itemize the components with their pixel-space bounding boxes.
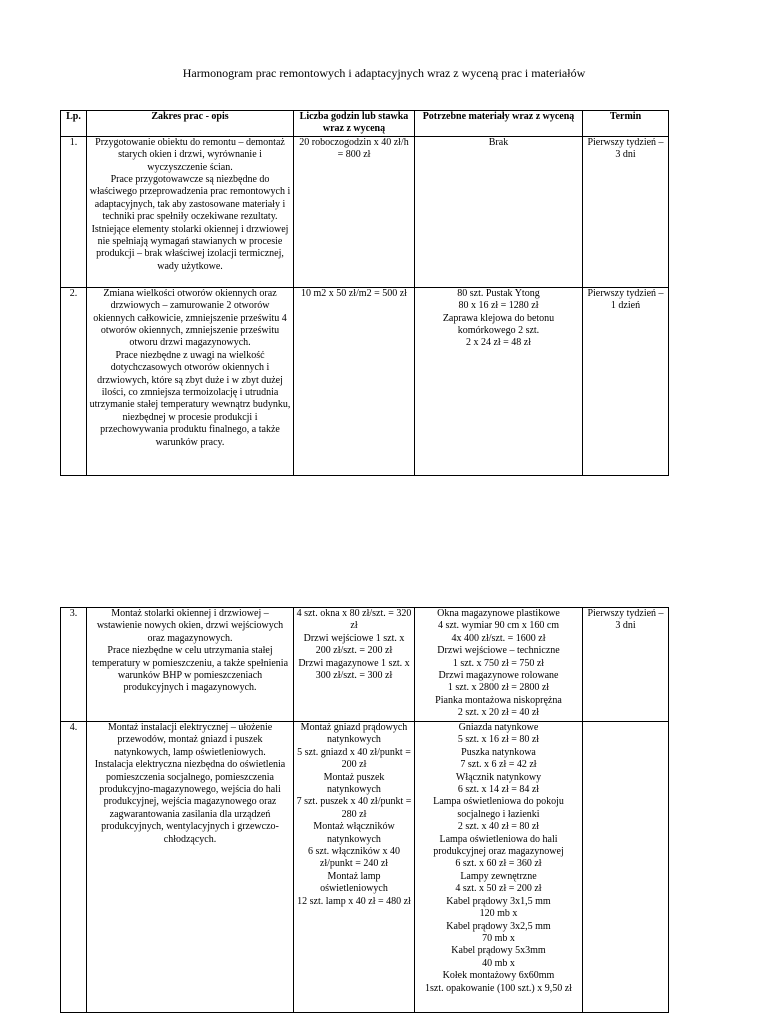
cell-hours-line: 20 roboczogodzin x 40 zł/h = 800 zł	[299, 136, 409, 161]
header-materials: Potrzebne materiały wraz z wyceną	[415, 111, 583, 137]
cell-hours-line: 7 szt. puszek x 40 zł/punkt = 280 zł	[296, 796, 412, 820]
schedule-table-part-2	[60, 607, 669, 1013]
table-row	[61, 136, 669, 287]
cell-materials-line: Pianka montażowa niskoprężna	[435, 694, 562, 706]
cell-scope-line: Instalacja elektryczna niezbędna do oświetlenia pomieszczenia socjalnego, pomieszczenia produkcyjno-magazynowego, wejścia do hali produkcyjnej, wejścia magazynowego oraz zagwarantowania zasilania dla urządzeń produkcyjnych, wentylacyjnych i grzewczo-chłodzących.	[94, 759, 286, 845]
cell-materials-line: 4x 400 zł/szt. = 1600 zł	[451, 632, 546, 644]
cell-materials-line: Lampa oświetleniowa do hali produkcyjnej oraz magazynowej	[433, 833, 564, 858]
cell-materials-line: 4 szt. wymiar 90 cm x 160 cm	[437, 620, 560, 632]
header-hours: Liczba godzin lub stawka wraz z wyceną	[294, 111, 415, 137]
cell-hours-line: 12 szt. lamp x 40 zł = 480 zł	[297, 895, 411, 907]
cell-materials-line: 6 szt. x 14 zł = 84 zł	[457, 784, 540, 796]
document-title: Harmonogram prac remontowych i adaptacyjnych wraz z wyceną prac i materiałów	[182, 66, 586, 80]
cell-materials-line: 2 x 24 zł = 48 zł	[465, 337, 532, 349]
cell-materials-line: Gniazda natynkowe	[458, 722, 539, 733]
cell-lp: 1.	[61, 136, 87, 287]
cell-materials-line: 1 szt. x 2800 zł = 2800 zł	[447, 682, 550, 694]
cell-materials-line: 2 szt. x 20 zł = 40 zł	[457, 707, 540, 719]
cell-term-line: Pierwszy tydzień – 1 dzień	[587, 287, 664, 312]
cell-materials-line: 2 szt. x 40 zł = 80 zł	[457, 821, 540, 833]
cell-scope-line: Prace przygotowawcze są niezbędne do właściwego przeprowadzenia prac remontowych i adaptacyjnych, tak aby zastosowane materiały i techniki prac spełniły oczekiwane rezultaty. Istniejące elementy stolarki okiennej i drzwiowej nie spełniają wymagań stawianych w procesie produkcji – brak właściwej izolacji termicznej, wady użytkowe.	[89, 174, 291, 272]
cell-hours-line: 10 m2 x 50 zł/m2 = 500 zł	[301, 287, 407, 299]
cell-materials-line: Okna magazynowe plastikowe	[437, 608, 560, 619]
schedule-table-part-1	[60, 110, 669, 476]
cell-scope	[87, 608, 294, 722]
cell-materials	[415, 287, 583, 475]
header-term: Termin	[583, 111, 669, 137]
cell-lp: 4.	[61, 722, 87, 1013]
cell-hours-line: Drzwi magazynowe 1 szt. x 300 zł/szt. = 300 zł	[298, 657, 410, 682]
cell-materials-line: Kabel prądowy 5x3mm	[451, 945, 546, 957]
cell-hours-line: Montaż włączników natynkowych	[313, 821, 395, 845]
cell-materials-line: Lampy zewnętrzne	[460, 870, 537, 882]
cell-materials-line: 4 szt. x 50 zł = 200 zł	[455, 883, 542, 895]
cell-materials-line: 40 mb x	[482, 957, 515, 969]
cell-scope-line: Montaż instalacji elektrycznej – ułożenie przewodów, montaż gniazd i puszek natynkowych, lamp oświetleniowych.	[107, 722, 273, 758]
cell-hours	[294, 608, 415, 722]
cell-scope-line: Zmiana wielkości otworów okiennych oraz drzwiowych – zamurowanie 2 otworów okiennych całkowicie, zmniejszenie prześwitu 4 otworów okiennych, zmniejszenie prześwitu otworu drzwi magazynowych.	[93, 287, 287, 349]
cell-materials-line: Drzwi magazynowe rolowane	[438, 670, 559, 682]
table-row	[61, 608, 669, 722]
table-header-row	[61, 111, 669, 137]
cell-term	[583, 608, 669, 722]
cell-materials-line: 6 szt. x 60 zł = 360 zł	[455, 858, 542, 870]
header-lp: Lp.	[61, 111, 87, 137]
cell-term	[583, 287, 669, 475]
cell-hours	[294, 722, 415, 1013]
cell-lp: 2.	[61, 287, 87, 475]
cell-lp: 3.	[61, 608, 87, 722]
cell-materials-line: Włącznik natynkowy	[455, 771, 542, 783]
cell-materials-line: Kołek montażowy 6x60mm	[442, 970, 555, 982]
cell-scope-line: Montaż stolarki okiennej i drzwiowej – wstawienie nowych okien, drzwi wejściowych oraz magazynowych.	[96, 608, 284, 644]
cell-materials	[415, 136, 583, 287]
header-scope: Zakres prac - opis	[87, 111, 294, 137]
cell-hours	[294, 287, 415, 475]
cell-scope	[87, 287, 294, 475]
cell-hours-line: Montaż gniazd prądowych natynkowych	[300, 722, 408, 746]
cell-hours-line: Montaż puszek natynkowych	[323, 771, 385, 796]
cell-scope-line: Prace niezbędne w celu utrzymania stałej temperatury w pomieszczeniu, a także spełnienia warunków BHP w pomieszczeniach produkcyjnych i magazynowych.	[91, 645, 289, 694]
cell-materials-line: 80 szt. Pustak Ytong	[457, 287, 540, 299]
cell-hours-line: 4 szt. okna x 80 zł/szt. = 320 zł	[296, 608, 412, 632]
cell-scope-line: Przygotowanie obiektu do remontu – demontaż starych okien i drzwi, wyrównanie i wyczyszczenie ścian.	[95, 136, 285, 173]
cell-scope	[87, 136, 294, 287]
cell-materials-line: 70 mb x	[482, 932, 515, 944]
cell-hours-line: 6 szt. włączników x 40 zł/punkt = 240 zł	[308, 846, 400, 870]
cell-term-line: Pierwszy tydzień – 3 dni	[587, 136, 664, 161]
cell-materials-line: Kabel prądowy 3x1,5 mm	[446, 895, 551, 907]
cell-materials-line: 5 szt. x 16 zł = 80 zł	[457, 734, 540, 746]
table-row	[61, 722, 669, 1013]
cell-materials-line: 7 szt. x 6 zł = 42 zł	[460, 759, 537, 771]
cell-hours	[294, 136, 415, 287]
cell-materials-line: Kabel prądowy 3x2,5 mm	[446, 920, 551, 932]
cell-materials-line: Drzwi wejściowe – techniczne	[437, 645, 560, 657]
cell-materials-line: Brak	[488, 136, 509, 148]
cell-scope-line: Prace niezbędne z uwagi na wielkość dotychczasowych otworów okiennych i drzwiowych, które są zbyt duże i w zbyt dużej ilości, co zmniejsza termoizolację i utrudnia utrzymanie stałej temperatury wewnątrz budynku, niezbędnej w procesie produkcji i przechowywania produktu finalnego, a także warunków pracy.	[89, 349, 291, 448]
cell-term	[583, 722, 669, 1013]
cell-materials	[415, 722, 583, 1013]
cell-materials-line: 1 szt. x 750 zł = 750 zł	[452, 657, 545, 669]
cell-term	[583, 136, 669, 287]
cell-materials	[415, 608, 583, 722]
cell-materials-line: Lampa oświetleniowa do pokoju socjalnego i łazienki	[433, 796, 564, 820]
cell-term-line: Pierwszy tydzień – 3 dni	[587, 608, 664, 632]
cell-materials-line: Zaprawa klejowa do betonu komórkowego 2 szt.	[442, 312, 555, 337]
cell-hours-line: Montaż lamp oświetleniowych	[320, 870, 388, 895]
cell-hours-line: Drzwi wejściowe 1 szt. x 200 zł/szt. = 200 zł	[303, 632, 405, 657]
cell-materials-line: 1szt. opakowanie (100 szt.) x 9,50 zł	[425, 982, 572, 994]
cell-scope	[87, 722, 294, 1013]
cell-materials-line: 120 mb x	[479, 908, 518, 920]
cell-hours-line: 5 szt. gniazd x 40 zł/punkt = 200 zł	[297, 746, 411, 771]
cell-materials-line: Puszka natynkowa	[461, 746, 536, 758]
table-row	[61, 287, 669, 475]
cell-materials-line: 80 x 16 zł = 1280 zł	[458, 300, 539, 312]
